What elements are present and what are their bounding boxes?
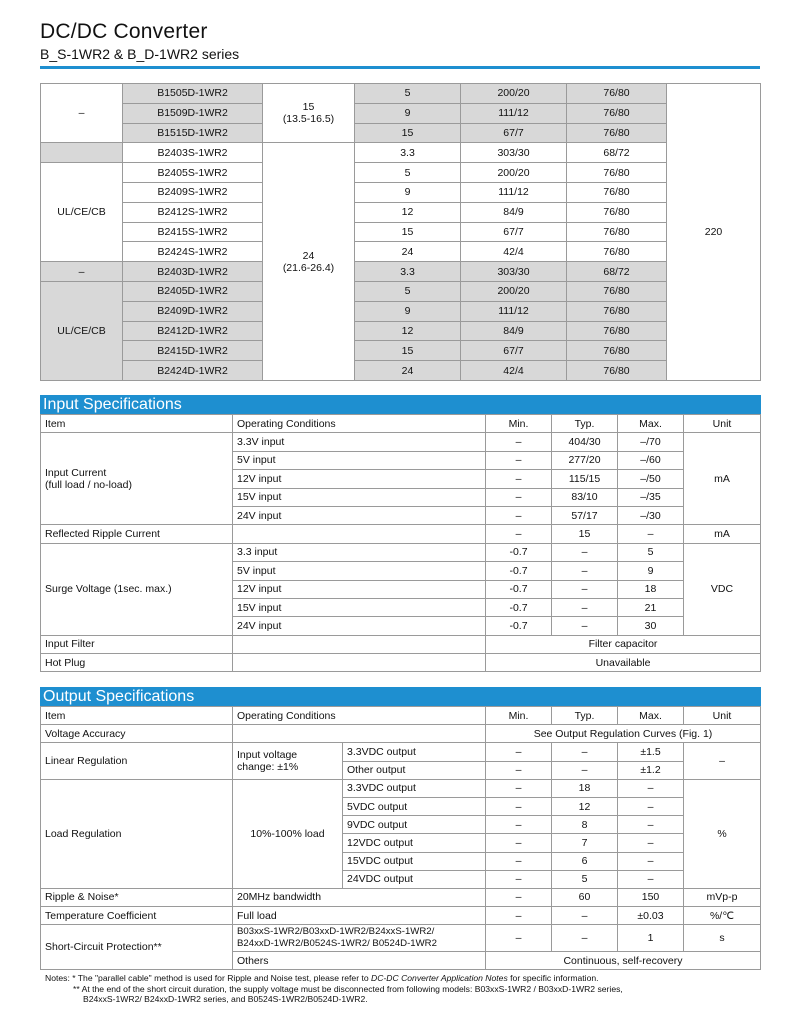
typ-cell: 6: [552, 852, 618, 870]
max-cell: –/35: [618, 488, 684, 506]
model-cell: B1509D-1WR2: [123, 103, 263, 123]
footnotes: [45, 973, 757, 1005]
model-cell: B2415D-1WR2: [123, 341, 263, 361]
item-cell: Short-Circuit Protection**: [41, 925, 233, 970]
selection-guide-table: [40, 83, 761, 381]
min-cell: –: [486, 816, 552, 834]
col-header: Item: [41, 707, 233, 725]
page-subtitle: B_S-1WR2 & B_D-1WR2 series: [40, 46, 240, 62]
max-cell: –/30: [618, 506, 684, 524]
max-cell: –: [618, 834, 684, 852]
item-cell: Input Filter: [41, 635, 233, 653]
min-cell: –: [486, 779, 552, 797]
typ-cell: 83/10: [552, 488, 618, 506]
table-row: [41, 888, 761, 906]
sub-cond-cell: Other output: [343, 761, 486, 779]
cert-cell: –: [41, 262, 123, 282]
cond-line: B03xxS-1WR2/B03xxD-1WR2/B24xxS-1WR2/: [237, 926, 435, 938]
vout-cell: 15: [355, 222, 461, 242]
iout-cell: 67/7: [461, 222, 567, 242]
table-row: [41, 123, 761, 143]
max-cell: ±1.2: [618, 761, 684, 779]
iout-cell: 111/12: [461, 301, 567, 321]
vout-cell: 15: [355, 123, 461, 143]
vin-cell: [263, 84, 355, 143]
min-cell: –: [486, 433, 552, 451]
max-cell: –: [618, 779, 684, 797]
typ-cell: 115/15: [552, 470, 618, 488]
item-cell: Ripple & Noise*: [41, 888, 233, 906]
iout-cell: 67/7: [461, 123, 567, 143]
cond-cell: 12V input: [233, 470, 486, 488]
cond-cell: 12V input: [233, 580, 486, 598]
model-cell: B1505D-1WR2: [123, 84, 263, 104]
cond-cell: [233, 654, 486, 672]
max-cell: –: [618, 870, 684, 888]
model-cell: B2403S-1WR2: [123, 143, 263, 163]
unit-cell: VDC: [684, 543, 761, 635]
unit-cell: s: [684, 925, 761, 952]
col-header: Min.: [486, 415, 552, 433]
table-row: [41, 182, 761, 202]
cond-cell: 5V input: [233, 562, 486, 580]
vout-cell: 15: [355, 341, 461, 361]
max-cell: 1: [618, 925, 684, 952]
table-row: [41, 341, 761, 361]
min-cell: -0.7: [486, 598, 552, 616]
iout-cell: 200/20: [461, 281, 567, 301]
min-cell: –: [486, 925, 552, 952]
cond-cell: 24V input: [233, 506, 486, 524]
max-cell: 5: [618, 543, 684, 561]
col-header: Operating Conditions: [233, 707, 486, 725]
min-cell: –: [486, 870, 552, 888]
typ-cell: 7: [552, 834, 618, 852]
eff-cell: 76/80: [567, 281, 667, 301]
max-cell: –/60: [618, 451, 684, 469]
typ-cell: –: [552, 743, 618, 761]
table-row: [41, 743, 761, 761]
unit-cell: –: [684, 743, 761, 779]
sub-cond-cell: 9VDC output: [343, 816, 486, 834]
item-cell: Load Regulation: [41, 779, 233, 888]
iout-cell: 200/20: [461, 163, 567, 183]
item-cell: Linear Regulation: [41, 743, 233, 779]
item-cell: Hot Plug: [41, 654, 233, 672]
sub-cond-cell: 12VDC output: [343, 834, 486, 852]
table-row: [41, 163, 761, 183]
min-cell: -0.7: [486, 543, 552, 561]
page-header: [40, 20, 239, 63]
col-header: Typ.: [552, 707, 618, 725]
model-cell: B2409D-1WR2: [123, 301, 263, 321]
iout-cell: 111/12: [461, 103, 567, 123]
typ-cell: 277/20: [552, 451, 618, 469]
eff-cell: 76/80: [567, 301, 667, 321]
min-cell: -0.7: [486, 562, 552, 580]
table-row: [41, 525, 761, 543]
note-line: [45, 973, 757, 984]
sub-cond-cell: 15VDC output: [343, 852, 486, 870]
typ-cell: –: [552, 617, 618, 635]
cond-cell: 3.3V input: [233, 433, 486, 451]
table-row: [41, 222, 761, 242]
max-cell: 21: [618, 598, 684, 616]
min-cell: –: [486, 470, 552, 488]
max-cell: 9: [618, 562, 684, 580]
note-line: B24xxS-1WR2/ B24xxD-1WR2 series, and B0524S-1WR2/B0524D-1WR2.: [83, 994, 368, 1004]
iout-cell: 42/4: [461, 361, 567, 381]
sub-cond-cell: 5VDC output: [343, 797, 486, 815]
model-cell: B2412S-1WR2: [123, 202, 263, 222]
sub-cond-cell: 3.3VDC output: [343, 779, 486, 797]
col-header: Item: [41, 415, 233, 433]
min-cell: –: [486, 761, 552, 779]
eff-cell: 76/80: [567, 182, 667, 202]
value-cell: See Output Regulation Curves (Fig. 1): [486, 725, 761, 743]
vin-nominal: 15: [302, 101, 315, 114]
cond-cell: Full load: [233, 907, 486, 925]
max-cell: ±1.5: [618, 743, 684, 761]
min-cell: –: [486, 888, 552, 906]
item-label: Input Current: [45, 466, 107, 479]
note-text: Notes: * The "parallel cable" method is used for Ripple and Noise test, please refer to: [45, 973, 371, 983]
typ-cell: –: [552, 543, 618, 561]
vout-cell: 9: [355, 103, 461, 123]
value-cell: Continuous, self-recovery: [486, 952, 761, 970]
min-cell: –: [486, 506, 552, 524]
table-row: [41, 654, 761, 672]
min-cell: –: [486, 451, 552, 469]
col-header: Unit: [684, 415, 761, 433]
vout-cell: 5: [355, 163, 461, 183]
iout-cell: 200/20: [461, 84, 567, 104]
unit-cell: mA: [684, 525, 761, 543]
col-header: Min.: [486, 707, 552, 725]
iout-cell: 84/9: [461, 202, 567, 222]
max-cell: –: [618, 797, 684, 815]
model-cell: B2424S-1WR2: [123, 242, 263, 262]
typ-cell: 57/17: [552, 506, 618, 524]
item-cell: Temperature Coefficient: [41, 907, 233, 925]
vout-cell: 5: [355, 84, 461, 104]
table-row: [41, 433, 761, 451]
model-cell: B2424D-1WR2: [123, 361, 263, 381]
eff-cell: 76/80: [567, 84, 667, 104]
item-cell: Reflected Ripple Current: [41, 525, 233, 543]
cert-cell: –: [41, 84, 123, 143]
cert-cell: UL/CE/CB: [41, 163, 123, 262]
typ-cell: –: [552, 761, 618, 779]
cond-cell: 20MHz bandwidth: [233, 888, 486, 906]
cond-cell: 3.3 input: [233, 543, 486, 561]
table-row: [41, 262, 761, 282]
eff-cell: 76/80: [567, 361, 667, 381]
min-cell: -0.7: [486, 617, 552, 635]
vout-cell: 24: [355, 242, 461, 262]
cert-cell: UL/CE/CB: [41, 281, 123, 380]
cert-cell: [41, 143, 123, 163]
eff-cell: 76/80: [567, 202, 667, 222]
cond-cell: 15V input: [233, 488, 486, 506]
max-cell: 150: [618, 888, 684, 906]
cond-cell: [233, 525, 486, 543]
min-cell: –: [486, 525, 552, 543]
model-cell: B2403D-1WR2: [123, 262, 263, 282]
vout-cell: 3.3: [355, 143, 461, 163]
table-row: [41, 635, 761, 653]
cond-cell: 10%-100% load: [233, 779, 343, 888]
typ-cell: 15: [552, 525, 618, 543]
input-specs-heading: Input Specifications: [40, 395, 761, 414]
typ-cell: –: [552, 907, 618, 925]
cond-cell: 5V input: [233, 451, 486, 469]
item-sublabel: (full load / no-load): [45, 478, 132, 491]
max-cell: –/50: [618, 470, 684, 488]
vout-cell: 3.3: [355, 262, 461, 282]
value-cell: Unavailable: [486, 654, 761, 672]
table-row: [41, 725, 761, 743]
min-cell: –: [486, 797, 552, 815]
iout-cell: 67/7: [461, 341, 567, 361]
item-cell: Voltage Accuracy: [41, 725, 233, 743]
max-cell: –: [618, 852, 684, 870]
min-cell: –: [486, 743, 552, 761]
table-row: [41, 242, 761, 262]
model-cell: B2405S-1WR2: [123, 163, 263, 183]
vout-cell: 5: [355, 281, 461, 301]
typ-cell: 12: [552, 797, 618, 815]
eff-cell: 76/80: [567, 242, 667, 262]
typ-cell: 5: [552, 870, 618, 888]
model-cell: B2405D-1WR2: [123, 281, 263, 301]
cond-cell: [233, 725, 486, 743]
cond-line: B24xxD-1WR2/B0524S-1WR2/ B0524D-1WR2: [237, 938, 437, 950]
model-cell: B1515D-1WR2: [123, 123, 263, 143]
col-header: Max.: [618, 707, 684, 725]
iout-cell: 303/30: [461, 262, 567, 282]
item-cell: Surge Voltage (1sec. max.): [41, 543, 233, 635]
vout-cell: 12: [355, 321, 461, 341]
cond-cell: [233, 743, 343, 779]
sub-cond-cell: 3.3VDC output: [343, 743, 486, 761]
max-cell: ±0.03: [618, 907, 684, 925]
output-specs-heading: Output Specifications: [40, 687, 761, 706]
model-cell: B2412D-1WR2: [123, 321, 263, 341]
vin-range: (21.6-26.4): [282, 261, 335, 274]
cond-cell: Others: [233, 952, 486, 970]
min-cell: –: [486, 488, 552, 506]
eff-cell: 76/80: [567, 222, 667, 242]
eff-cell: 76/80: [567, 103, 667, 123]
vin-cell: [263, 143, 355, 381]
iout-cell: 84/9: [461, 321, 567, 341]
typ-cell: 404/30: [552, 433, 618, 451]
typ-cell: 18: [552, 779, 618, 797]
cap-cell: 220: [667, 84, 761, 381]
max-cell: –/70: [618, 433, 684, 451]
table-header-row: [41, 415, 761, 433]
table-row: [41, 321, 761, 341]
unit-cell: %/℃: [684, 907, 761, 925]
max-cell: 30: [618, 617, 684, 635]
cond-cell: [233, 635, 486, 653]
vout-cell: 24: [355, 361, 461, 381]
table-row: [41, 301, 761, 321]
eff-cell: 76/80: [567, 163, 667, 183]
vout-cell: 9: [355, 182, 461, 202]
col-header: Typ.: [552, 415, 618, 433]
iout-cell: 111/12: [461, 182, 567, 202]
typ-cell: –: [552, 580, 618, 598]
min-cell: -0.7: [486, 580, 552, 598]
max-cell: 18: [618, 580, 684, 598]
eff-cell: 68/72: [567, 143, 667, 163]
unit-cell: mA: [684, 433, 761, 525]
table-row: [41, 543, 761, 561]
col-header: Operating Conditions: [233, 415, 486, 433]
note-link-text: DC-DC Converter Application Notes: [371, 973, 508, 983]
table-row: [41, 103, 761, 123]
cond-cell: 15V input: [233, 598, 486, 616]
model-cell: B2409S-1WR2: [123, 182, 263, 202]
eff-cell: 76/80: [567, 321, 667, 341]
cond-cell: 24V input: [233, 617, 486, 635]
header-rule: [40, 66, 760, 69]
cond-line: change: ±1%: [237, 761, 299, 774]
sub-cond-cell: 24VDC output: [343, 870, 486, 888]
typ-cell: –: [552, 925, 618, 952]
iout-cell: 42/4: [461, 242, 567, 262]
table-row: [41, 202, 761, 222]
typ-cell: –: [552, 598, 618, 616]
eff-cell: 76/80: [567, 123, 667, 143]
unit-cell: mVp-p: [684, 888, 761, 906]
col-header: Unit: [684, 707, 761, 725]
min-cell: –: [486, 834, 552, 852]
typ-cell: 8: [552, 816, 618, 834]
output-specs-table: [40, 706, 761, 970]
min-cell: –: [486, 907, 552, 925]
page-title: DC/DC Converter: [40, 20, 208, 43]
table-row: [41, 779, 761, 797]
model-cell: B2415S-1WR2: [123, 222, 263, 242]
eff-cell: 68/72: [567, 262, 667, 282]
table-row: [41, 84, 761, 104]
table-row: [41, 143, 761, 163]
table-row: [41, 907, 761, 925]
cond-cell: [233, 925, 486, 952]
col-header: Max.: [618, 415, 684, 433]
vout-cell: 9: [355, 301, 461, 321]
vin-range: (13.5-16.5): [282, 113, 335, 126]
table-row: [41, 361, 761, 381]
table-header-row: [41, 707, 761, 725]
iout-cell: 303/30: [461, 143, 567, 163]
min-cell: –: [486, 852, 552, 870]
table-row: [41, 281, 761, 301]
unit-cell: %: [684, 779, 761, 888]
vout-cell: 12: [355, 202, 461, 222]
cond-line: Input voltage: [237, 749, 298, 762]
eff-cell: 76/80: [567, 341, 667, 361]
typ-cell: –: [552, 562, 618, 580]
typ-cell: 60: [552, 888, 618, 906]
vin-nominal: 24: [302, 249, 315, 262]
value-cell: Filter capacitor: [486, 635, 761, 653]
input-specs-table: [40, 414, 761, 672]
max-cell: –: [618, 525, 684, 543]
note-line: ** At the end of the short circuit duration, the supply voltage must be disconnected from following models: B03xxS-1WR2 / B03xxD-1WR2 series,: [73, 983, 623, 994]
max-cell: –: [618, 816, 684, 834]
item-cell: [41, 433, 233, 525]
note-text: for specific information.: [507, 973, 599, 983]
